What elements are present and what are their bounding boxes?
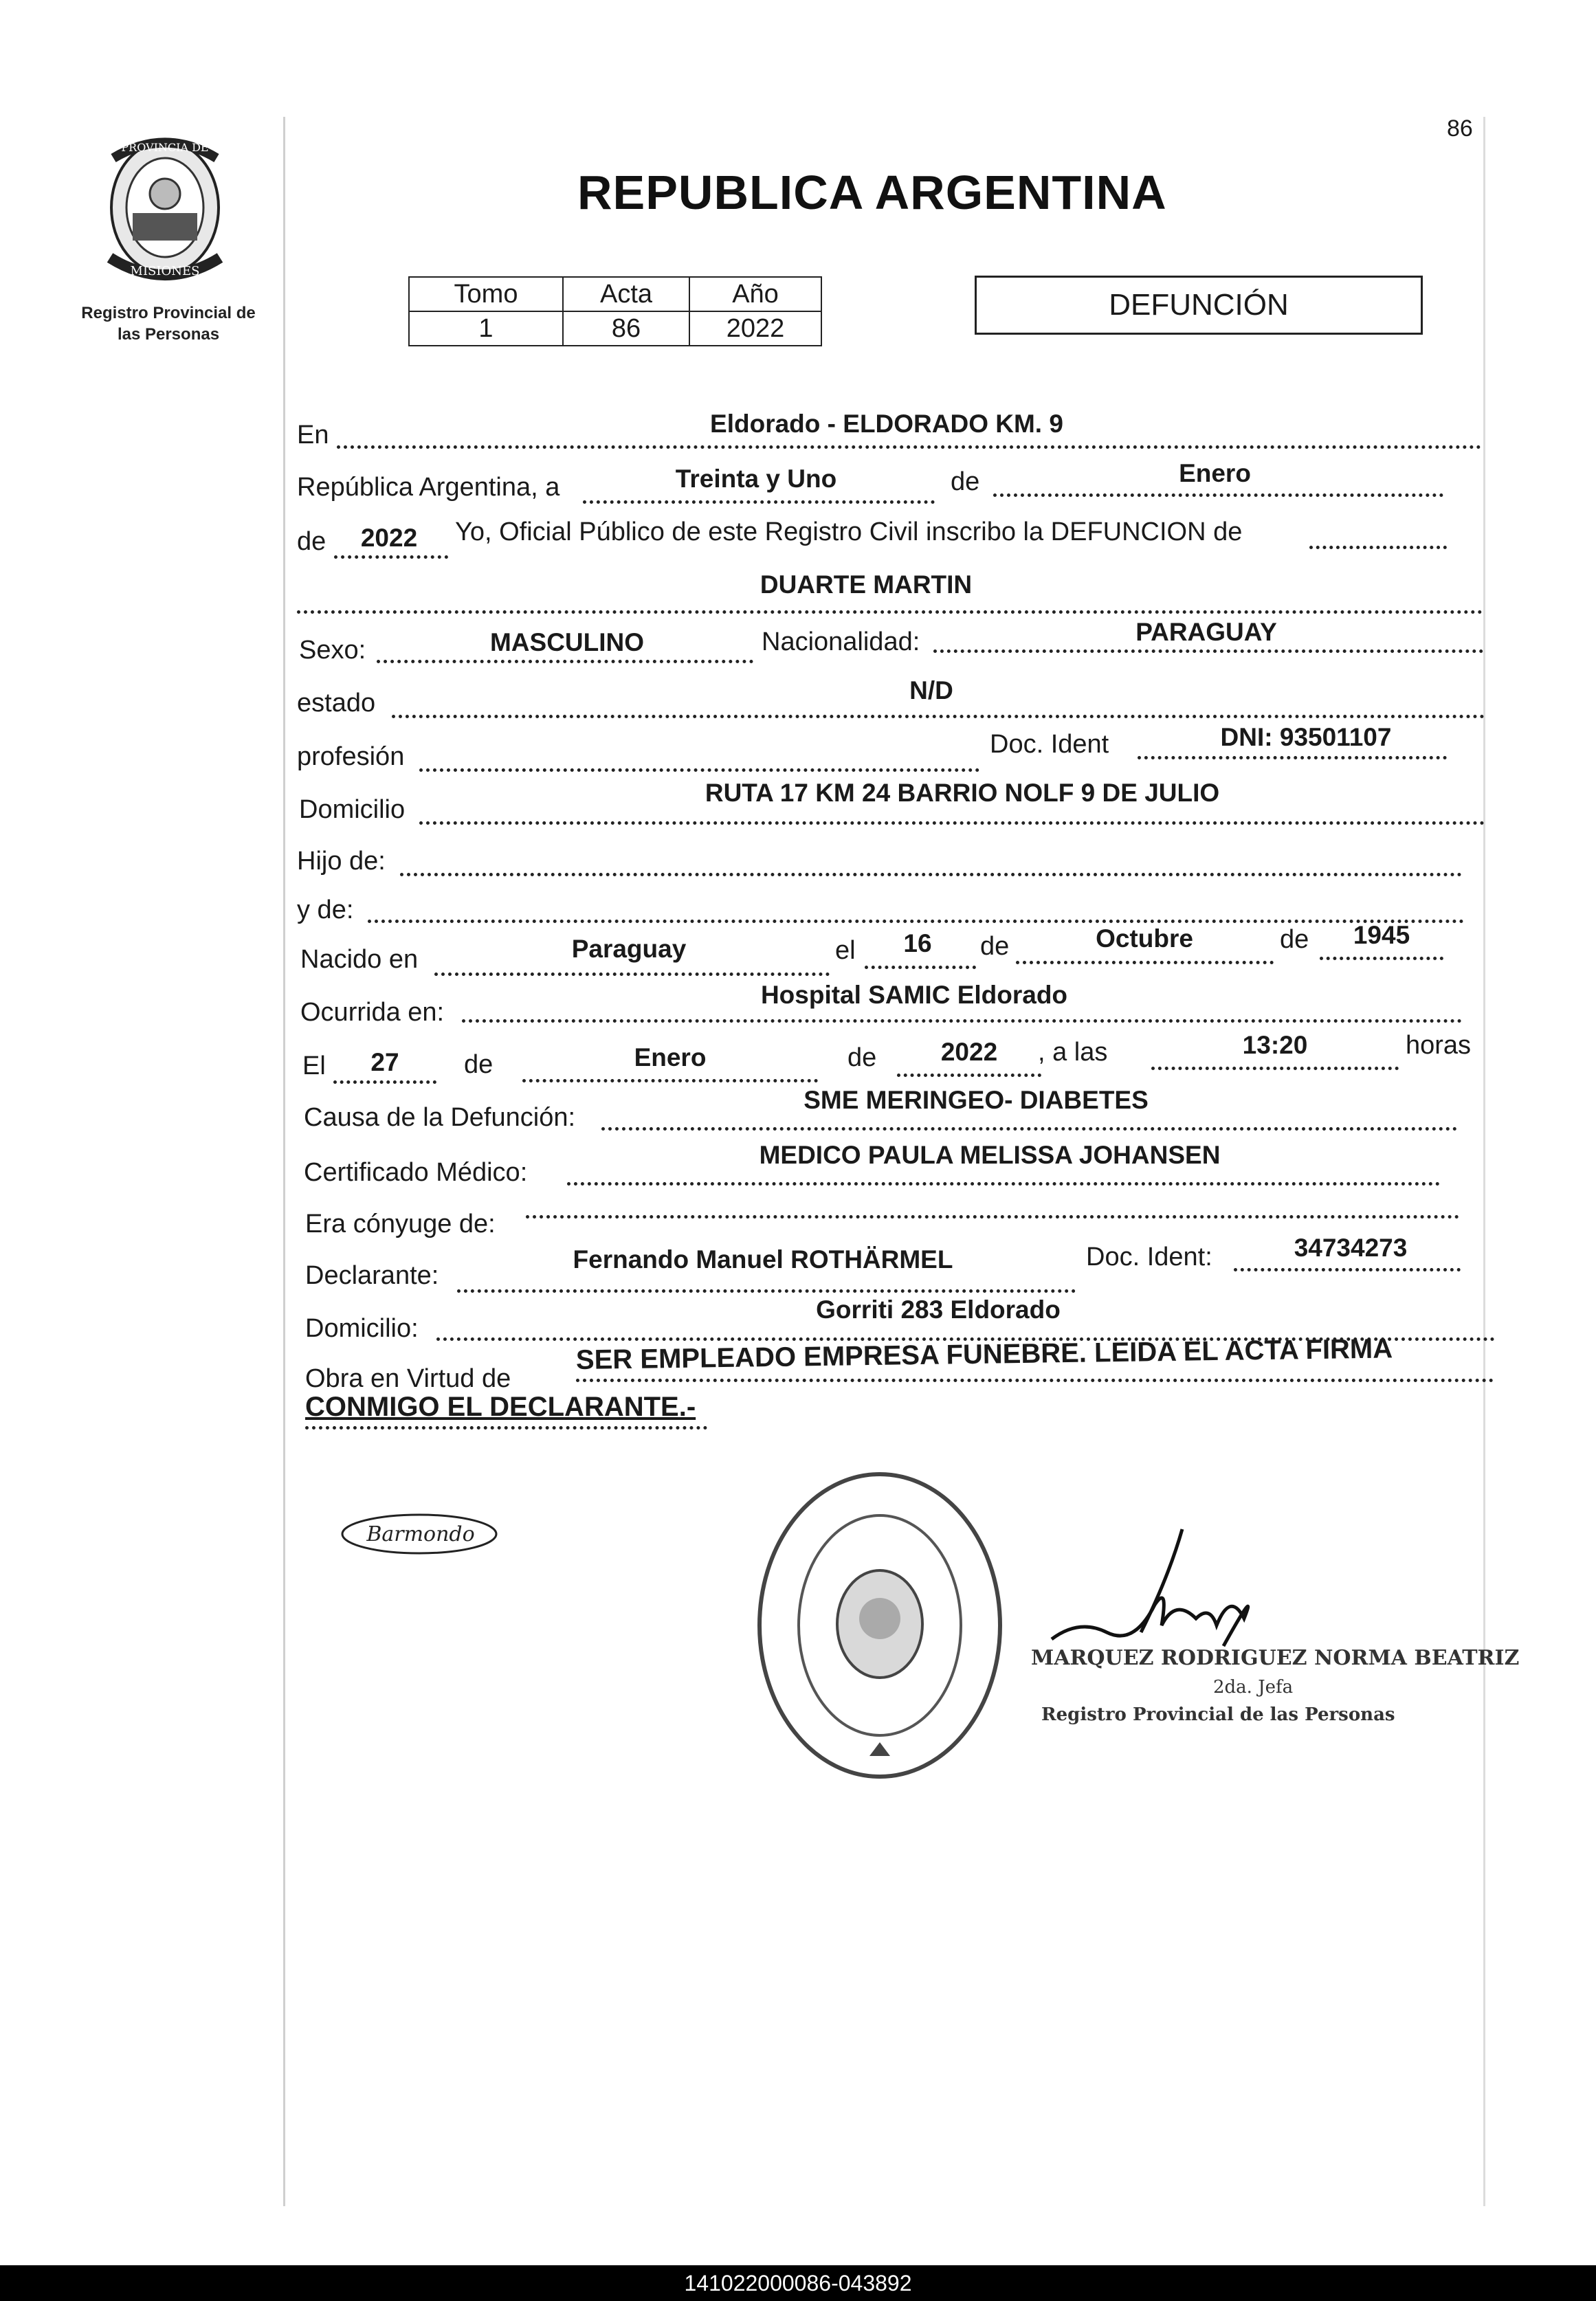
declarant-signature-text: Barmondo [366,1522,475,1546]
dots-yo-end [1309,546,1447,549]
label-de-death-1: de [464,1050,494,1079]
provincial-crest-icon [100,131,230,289]
dots-profession [419,768,979,772]
value-declarant: Fernando Manuel ROTHÄRMEL [573,1245,953,1274]
value-obra-line-1: SER EMPLEADO EMPRESA FUNEBRE. LEIDA EL ACTA FIRMA [575,1333,1393,1375]
label-y-de: y de: [297,896,354,924]
official-registry: Registro Provincial de las Personas [1041,1704,1395,1725]
label-horas: horas [1406,1031,1472,1060]
record-type-box: DEFUNCIÓN [975,276,1423,335]
label-obra: Obra en Virtud de [305,1364,511,1393]
dots-birth-day [865,966,976,969]
value-declarant-address: Gorriti 283 Eldorado [816,1296,1061,1324]
value-marital-status: N/D [909,676,953,704]
dots-marital [392,715,1485,718]
dots-death-day [333,1080,436,1084]
dots-cause [601,1127,1457,1131]
value-sex: MASCULINO [489,628,645,656]
dots-y-de [368,920,1464,923]
label-profesion: profesión [297,742,405,771]
value-year: 2022 [360,524,418,552]
dots-place [337,445,1481,449]
label-de-birth-2: de [1280,925,1309,954]
dots-name [297,610,1483,614]
dots-death-place [462,1019,1462,1023]
label-conyuge: Era cónyuge de: [305,1210,496,1238]
dots-declarant-doc [1234,1268,1461,1271]
label-sexo: Sexo: [299,636,366,665]
dots-medical [567,1182,1440,1186]
value-birth-month: Octubre [1096,924,1193,953]
label-doc-ident-2: Doc. Ident: [1086,1243,1212,1271]
value-birth-year: 1945 [1353,921,1410,949]
dots-address [419,821,1485,825]
page-number: 86 [1447,115,1473,142]
acta-value: 86 [563,311,689,346]
dots-death-month [522,1079,818,1082]
value-declarant-doc: 34734273 [1294,1234,1408,1262]
document-title: REPUBLICA ARGENTINA [577,166,1167,219]
anio-header: Año [689,277,821,311]
label-domicilio: Domicilio [299,795,406,824]
label-el-birth: el [835,936,856,965]
dots-nationality [933,649,1483,653]
dots-death-year [897,1074,1041,1077]
dots-doc [1138,756,1447,759]
svg-text:PROVINCIA DE: PROVINCIA DE [121,141,209,154]
label-yo: Yo, Oficial Público de este Registro Civil inscribo la DEFUNCION de [455,518,1243,546]
svg-text:MISIONES: MISIONES [130,264,200,278]
value-day-words: Treinta y Uno [675,465,837,493]
label-en: En [297,421,329,449]
official-seal [749,1460,1010,1790]
value-obra-line-2: CONMIGO EL DECLARANTE.- [305,1392,696,1422]
acta-header: Acta [563,277,689,311]
label-de-birth-1: de [980,932,1010,961]
dots-birth-month [1016,961,1274,964]
value-medical-cert: MEDICO PAULA MELISSA JOHANSEN [759,1141,1221,1169]
value-born-in: Paraguay [571,935,687,963]
declarant-signature [337,1505,502,1560]
dots-obra-2 [305,1426,707,1430]
label-causa: Causa de la Defunción: [304,1103,576,1132]
label-declarante: Declarante: [305,1261,439,1290]
value-deceased-name: DUARTE MARTIN [760,570,973,599]
anio-value: 2022 [689,311,821,346]
dots-month [993,493,1443,497]
dots-spouse [526,1215,1459,1219]
official-name: MARQUEZ RODRIGUEZ NORMA BEATRIZ [1031,1646,1520,1670]
value-death-place: Hospital SAMIC Eldorado [760,981,1068,1009]
left-margin-line [283,117,285,2206]
dots-obra-1 [576,1379,1494,1382]
value-place: Eldorado - ELDORADO KM. 9 [710,410,1063,438]
reference-header-row [409,277,821,311]
label-nacionalidad: Nacionalidad: [762,627,920,656]
label-de-death-2: de [847,1043,877,1072]
tomo-value: 1 [409,311,563,346]
value-cause: SME MERINGEO- DIABETES [803,1086,1149,1114]
dots-declarant [457,1289,1076,1293]
registry-line-2: las Personas [117,325,220,344]
label-a-las: , a las [1038,1038,1108,1067]
dots-death-time [1151,1067,1399,1070]
value-month: Enero [1179,459,1251,487]
value-death-year: 2022 [940,1038,998,1066]
tomo-header: Tomo [409,277,563,311]
official-signature-icon [1038,1522,1285,1660]
value-death-time: 13:20 [1242,1031,1308,1059]
reference-table [408,276,822,346]
registry-name [65,302,271,345]
label-hijo-de: Hijo de: [297,847,386,876]
label-certificado: Certificado Médico: [304,1158,528,1187]
value-birth-day: 16 [903,929,932,957]
dots-hijo-de [400,873,1462,876]
label-estado: estado [297,689,376,718]
label-nacido-en: Nacido en [300,945,419,974]
value-death-day: 27 [370,1048,399,1076]
value-address: RUTA 17 KM 24 BARRIO NOLF 9 DE JULIO [705,779,1220,807]
right-margin-line [1483,117,1485,2206]
value-doc-ident: DNI: 93501107 [1220,723,1392,751]
label-domicilio-2: Domicilio: [305,1314,419,1343]
label-de-year: de [297,527,326,556]
label-el-death: El [302,1052,326,1080]
label-ocurrida-en: Ocurrida en: [300,998,445,1027]
label-republica: República Argentina, a [297,473,560,502]
reference-value-row [409,311,821,346]
official-role: 2da. Jefa [1213,1677,1294,1698]
registry-line-1: Registro Provincial de [81,304,256,322]
dots-day-words [583,500,935,504]
label-de-month: de [951,467,980,496]
label-doc-ident: Doc. Ident [990,730,1109,759]
dots-born-in [434,972,830,976]
value-nationality: PARAGUAY [1135,618,1277,646]
dots-birth-year [1320,957,1443,960]
dots-year [334,555,448,559]
footer-code: 141022000086-043892 [0,2265,1596,2301]
value-death-month: Enero [634,1043,707,1071]
dots-sex [377,660,753,663]
